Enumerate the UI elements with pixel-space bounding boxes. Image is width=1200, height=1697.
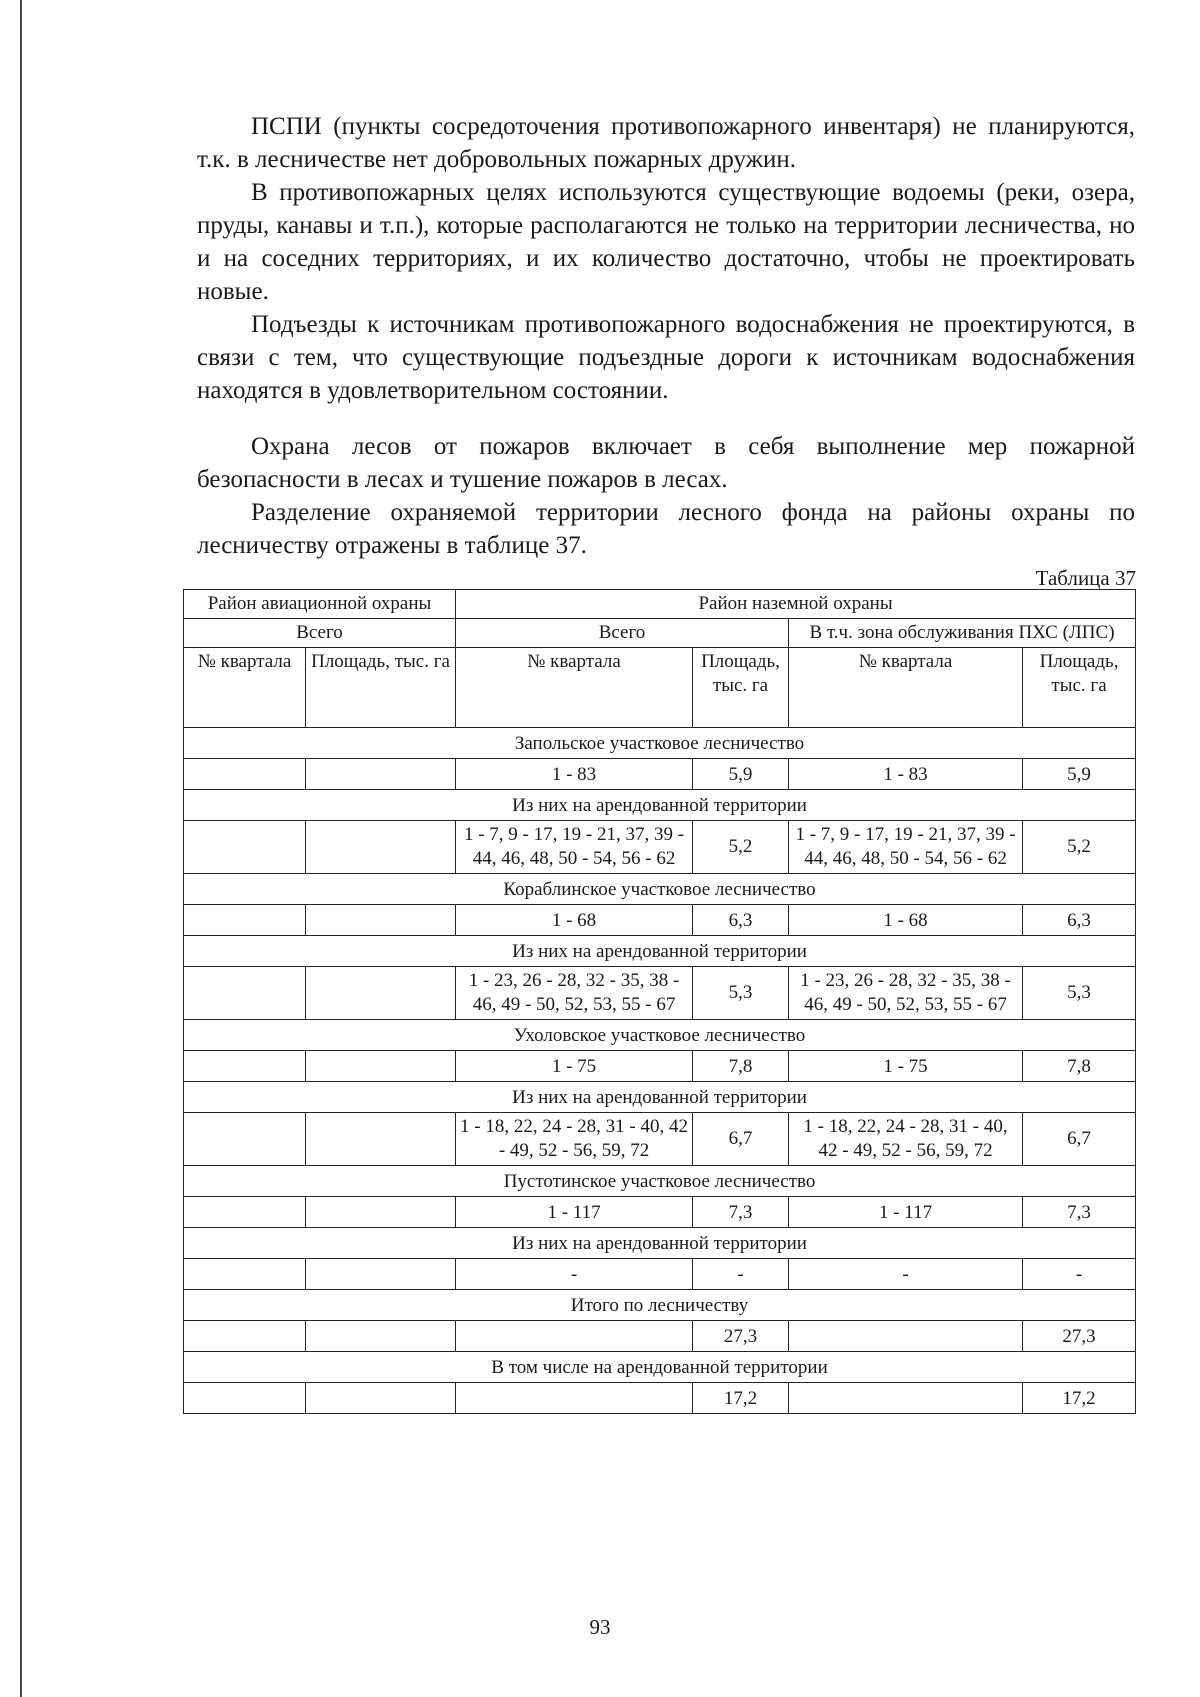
quarter-cell: 1 - 68 xyxy=(456,905,693,936)
quarter-cell: 1 - 7, 9 - 17, 19 - 21, 37, 39 - 44, 46, 48, 50 - 54, 56 - 62 xyxy=(456,821,693,874)
header-area: Площадь, тыс. га xyxy=(693,648,789,728)
header-quarter: № квартала xyxy=(789,648,1023,728)
area-cell: - xyxy=(1023,1259,1136,1290)
table-section-row xyxy=(184,1352,1136,1383)
table-row xyxy=(184,1197,1136,1228)
area-cell: 7,3 xyxy=(693,1197,789,1228)
binding-line xyxy=(20,0,22,1697)
quarter-cell: - xyxy=(456,1259,693,1290)
paragraph: Подъезды к источникам противопожарного водоснабжения не проектируются, в связи с тем, что существующие подъездные дороги к источникам водоснабжения находятся в удовлетворительном состоянии. xyxy=(197,311,1135,404)
quarter-cell: 1 - 83 xyxy=(789,759,1023,790)
area-cell xyxy=(306,1197,456,1228)
paragraph: Разделение охраняемой территории лесного фонда на районы охраны по лесничеству отражены в таблице 37. xyxy=(197,499,1135,559)
quarter-cell: 1 - 75 xyxy=(789,1051,1023,1082)
area-cell: 5,3 xyxy=(693,967,789,1020)
header-ground-zone: Район наземной охраны xyxy=(456,590,1136,619)
table-header-row xyxy=(184,590,1136,619)
table-row xyxy=(184,759,1136,790)
area-cell: 7,8 xyxy=(1023,1051,1136,1082)
area-cell: 27,3 xyxy=(693,1321,789,1352)
table-section-row xyxy=(184,1228,1136,1259)
section-label: Пустотинское участковое лесничество xyxy=(184,1166,1136,1197)
quarter-cell: 1 - 117 xyxy=(456,1197,693,1228)
area-cell: 17,2 xyxy=(693,1383,789,1414)
quarter-cell xyxy=(789,1321,1023,1352)
quarter-cell xyxy=(184,1383,306,1414)
section-label: Ухоловское участковое лесничество xyxy=(184,1020,1136,1051)
area-cell xyxy=(306,905,456,936)
quarter-cell xyxy=(184,967,306,1020)
quarter-cell xyxy=(184,1051,306,1082)
area-cell: 5,3 xyxy=(1023,967,1136,1020)
quarter-cell xyxy=(184,1113,306,1166)
table-header-row xyxy=(184,619,1136,648)
area-cell xyxy=(306,1321,456,1352)
quarter-cell xyxy=(184,1321,306,1352)
area-cell: 6,7 xyxy=(1023,1113,1136,1166)
table-section-row xyxy=(184,874,1136,905)
area-cell: 6,3 xyxy=(693,905,789,936)
table-row xyxy=(184,905,1136,936)
quarter-cell xyxy=(184,905,306,936)
table-header-row xyxy=(184,648,1136,728)
header-total-ground: Всего xyxy=(456,619,789,648)
quarter-cell: 1 - 18, 22, 24 - 28, 31 - 40, 42 - 49, 52 - 56, 59, 72 xyxy=(789,1113,1023,1166)
page-number: 93 xyxy=(589,1615,611,1639)
area-cell xyxy=(306,967,456,1020)
table-row xyxy=(184,1259,1136,1290)
area-cell: 27,3 xyxy=(1023,1321,1136,1352)
quarter-cell: 1 - 7, 9 - 17, 19 - 21, 37, 39 - 44, 46, 48, 50 - 54, 56 - 62 xyxy=(789,821,1023,874)
area-cell: 6,7 xyxy=(693,1113,789,1166)
quarter-cell: 1 - 83 xyxy=(456,759,693,790)
quarter-cell: 1 - 23, 26 - 28, 32 - 35, 38 - 46, 49 - 50, 52, 53, 55 - 67 xyxy=(456,967,693,1020)
table-section-row xyxy=(184,790,1136,821)
area-cell xyxy=(306,1113,456,1166)
area-cell: 7,8 xyxy=(693,1051,789,1082)
quarter-cell: - xyxy=(789,1259,1023,1290)
paragraph: В противопожарных целях используются существующие водоемы (реки, озера, пруды, канавы и т.п.), которые располагаются не только на территории лесничества, но и на соседних территориях, и их количество достаточно, чтобы не проектировать новые. xyxy=(197,179,1135,305)
table-row xyxy=(184,967,1136,1020)
quarter-cell xyxy=(184,1259,306,1290)
header-quarter: № квартала xyxy=(456,648,693,728)
table-section-row xyxy=(184,1166,1136,1197)
header-service-zone: В т.ч. зона обслуживания ПХС (ЛПС) xyxy=(789,619,1136,648)
section-label: Из них на арендованной территории xyxy=(184,1082,1136,1113)
section-label: Из них на арендованной территории xyxy=(184,790,1136,821)
quarter-cell xyxy=(184,759,306,790)
header-area: Площадь, тыс. га xyxy=(1023,648,1136,728)
section-label: Запольское участковое лесничество xyxy=(184,728,1136,759)
section-label: Из них на арендованной территории xyxy=(184,1228,1136,1259)
area-cell xyxy=(306,821,456,874)
area-cell: 5,9 xyxy=(693,759,789,790)
quarter-cell: 1 - 23, 26 - 28, 32 - 35, 38 - 46, 49 - 50, 52, 53, 55 - 67 xyxy=(789,967,1023,1020)
table-section-row xyxy=(184,936,1136,967)
section-label: Кораблинское участковое лесничество xyxy=(184,874,1136,905)
area-cell xyxy=(306,1051,456,1082)
table-caption: Таблица 37 xyxy=(1035,566,1136,590)
area-cell xyxy=(306,1383,456,1414)
area-cell: 17,2 xyxy=(1023,1383,1136,1414)
quarter-cell: 1 - 117 xyxy=(789,1197,1023,1228)
table-section-row xyxy=(184,1020,1136,1051)
area-cell xyxy=(306,1259,456,1290)
paragraph: ПСПИ (пункты сосредоточения противопожарного инвентаря) не планируются, т.к. в лесничестве нет добровольных пожарных дружин. xyxy=(197,113,1135,173)
area-cell xyxy=(306,759,456,790)
quarter-cell xyxy=(184,1197,306,1228)
area-cell: 7,3 xyxy=(1023,1197,1136,1228)
table-row xyxy=(184,1383,1136,1414)
protection-zones-table xyxy=(183,589,1136,1414)
area-cell: 5,2 xyxy=(693,821,789,874)
quarter-cell: 1 - 68 xyxy=(789,905,1023,936)
section-label: В том числе на арендованной территории xyxy=(184,1352,1136,1383)
table-row xyxy=(184,1321,1136,1352)
quarter-cell: 1 - 75 xyxy=(456,1051,693,1082)
quarter-cell xyxy=(184,821,306,874)
area-cell: 5,9 xyxy=(1023,759,1136,790)
header-area: Площадь, тыс. га xyxy=(306,648,456,728)
table-row xyxy=(184,1113,1136,1166)
protection-text-block xyxy=(197,430,1135,562)
intro-text-block xyxy=(197,110,1135,407)
header-quarter: № квартала xyxy=(184,648,306,728)
table-section-row xyxy=(184,1082,1136,1113)
area-cell: 6,3 xyxy=(1023,905,1136,936)
table-section-row xyxy=(184,1290,1136,1321)
table-row xyxy=(184,821,1136,874)
table-row xyxy=(184,1051,1136,1082)
paragraph: Охрана лесов от пожаров включает в себя выполнение мер пожарной безопасности в лесах и тушение пожаров в лесах. xyxy=(197,433,1135,493)
quarter-cell xyxy=(456,1321,693,1352)
section-label: Из них на арендованной территории xyxy=(184,936,1136,967)
area-cell: - xyxy=(693,1259,789,1290)
header-aviation-zone: Район авиационной охраны xyxy=(184,590,456,619)
header-total-aviation: Всего xyxy=(184,619,456,648)
quarter-cell xyxy=(456,1383,693,1414)
area-cell: 5,2 xyxy=(1023,821,1136,874)
quarter-cell: 1 - 18, 22, 24 - 28, 31 - 40, 42 - 49, 52 - 56, 59, 72 xyxy=(456,1113,693,1166)
section-label: Итого по лесничеству xyxy=(184,1290,1136,1321)
table-section-row xyxy=(184,728,1136,759)
quarter-cell xyxy=(789,1383,1023,1414)
